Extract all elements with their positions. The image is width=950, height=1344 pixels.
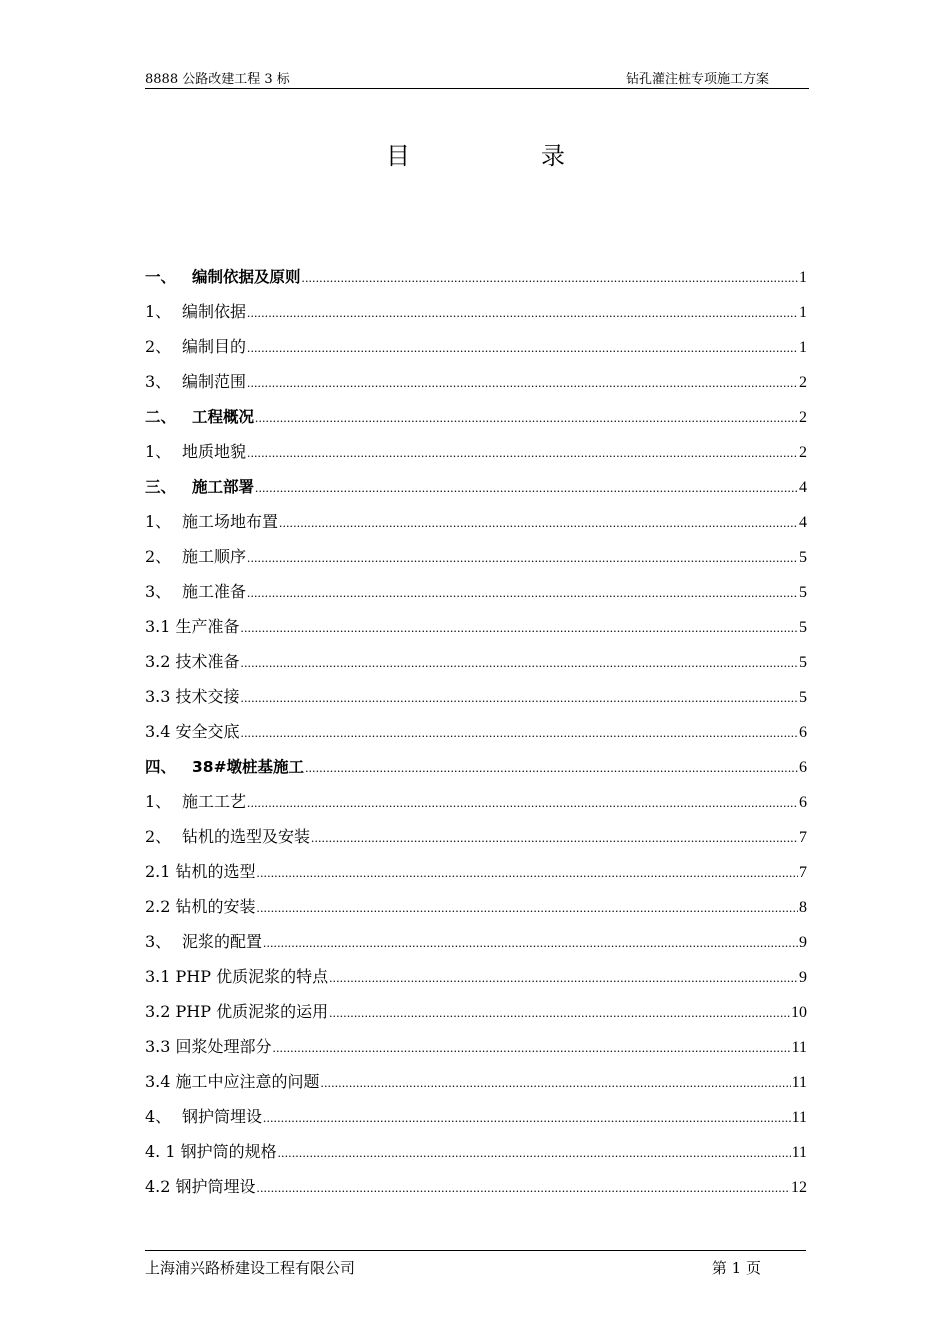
toc-entry-number: 4、 <box>145 1107 172 1126</box>
page-header <box>145 68 809 89</box>
toc-entry-page: 1 <box>799 339 807 356</box>
toc-entry[interactable] <box>145 252 807 287</box>
toc-entry-number: 1、 <box>145 792 172 811</box>
toc-entry-page: 9 <box>799 969 807 986</box>
toc-entry-page: 2 <box>799 374 807 391</box>
toc-entry-text: 编制依据 <box>182 302 247 321</box>
footer-page-number: 第 1 页 <box>711 1259 761 1277</box>
toc-dot-leader <box>255 478 798 494</box>
toc-entry-page: 4 <box>799 514 807 531</box>
toc-entry[interactable] <box>145 917 807 952</box>
toc-entry-text: 施工准备 <box>182 582 247 601</box>
toc-entry-number: 1、 <box>145 512 172 531</box>
toc-entry[interactable] <box>145 1022 807 1057</box>
toc-entry-text: 2.2 钻机的安装 <box>145 897 256 916</box>
toc-dot-leader <box>257 1178 790 1194</box>
toc-title <box>0 136 950 170</box>
toc-entry[interactable] <box>145 1057 807 1092</box>
toc-title-char-2: 录 <box>541 142 565 170</box>
toc-entry-page: 11 <box>791 1074 807 1091</box>
toc-entry-number: 1、 <box>145 302 172 321</box>
toc-entry-text: 编制范围 <box>182 372 247 391</box>
toc-dot-leader <box>257 863 798 879</box>
toc-entry-text: 3.2 PHP 优质泥浆的运用 <box>145 1002 329 1021</box>
header-project-name: 8888 公路改建工程 3 标 <box>145 72 290 87</box>
toc-entry-text: 4.2 钢护筒埋设 <box>145 1177 256 1196</box>
toc-entry-number: 3、 <box>145 582 172 601</box>
toc-entry[interactable] <box>145 1127 807 1162</box>
toc-entry-page: 5 <box>799 654 807 671</box>
toc-entry-text: 4. 1 钢护筒的规格 <box>145 1142 277 1161</box>
toc-entry-page: 9 <box>799 934 807 951</box>
toc-entry-page: 11 <box>791 1109 807 1126</box>
toc-dot-leader <box>263 933 798 949</box>
toc-entry[interactable] <box>145 952 807 987</box>
toc-entry-number: 2、 <box>145 547 172 566</box>
toc-dot-leader <box>247 548 798 564</box>
toc-entry-page: 1 <box>799 304 807 321</box>
toc-entry[interactable] <box>145 742 807 777</box>
toc-entry-text: 施工场地布置 <box>182 512 279 531</box>
toc-dot-leader <box>278 1143 791 1159</box>
toc-dot-leader <box>257 898 798 914</box>
toc-entry[interactable] <box>145 777 807 812</box>
toc-entry-text: 3.2 技术准备 <box>145 652 240 671</box>
page-footer <box>145 1250 806 1277</box>
toc-entry-text: 地质地貌 <box>182 442 247 461</box>
toc-entry-text: 3.3 回浆处理部分 <box>145 1037 272 1056</box>
toc-entry[interactable] <box>145 987 807 1022</box>
toc-entry-text: 3.1 生产准备 <box>145 617 240 636</box>
toc-dot-leader <box>321 1073 791 1089</box>
toc-entry-text: 编制目的 <box>182 337 247 356</box>
toc-entry-page: 12 <box>791 1179 807 1196</box>
toc-entry-page: 6 <box>799 724 807 741</box>
toc-entry[interactable] <box>145 707 807 742</box>
toc-entry-text: 编制依据及原则 <box>192 268 301 286</box>
toc-entry-text: 泥浆的配置 <box>182 932 263 951</box>
toc-title-char-1: 目 <box>386 142 410 170</box>
toc-dot-leader <box>247 373 798 389</box>
toc-dot-leader <box>302 268 798 284</box>
toc-entry-page: 11 <box>791 1144 807 1161</box>
toc-entry-text: 钻机的选型及安装 <box>182 827 311 846</box>
toc-entry-page: 10 <box>791 1004 807 1021</box>
toc-entry[interactable] <box>145 847 807 882</box>
toc-entry[interactable] <box>145 602 807 637</box>
toc-entry-page: 8 <box>799 899 807 916</box>
toc-entry-page: 4 <box>799 479 807 496</box>
toc-dot-leader <box>255 408 798 424</box>
toc-entry-page: 1 <box>799 269 807 286</box>
toc-dot-leader <box>241 653 798 669</box>
toc-entry-text: 施工顺序 <box>182 547 247 566</box>
toc-dot-leader <box>247 583 798 599</box>
footer-company: 上海浦兴路桥建设工程有限公司 <box>145 1259 356 1277</box>
toc-entry-page: 5 <box>799 619 807 636</box>
toc-entry-text: 38#墩桩基施工 <box>192 758 305 776</box>
toc-entry-page: 7 <box>799 829 807 846</box>
toc-entry[interactable] <box>145 637 807 672</box>
toc-entry[interactable] <box>145 1162 807 1197</box>
toc-dot-leader <box>247 793 798 809</box>
toc-dot-leader <box>273 1038 791 1054</box>
toc-entry-page: 2 <box>799 409 807 426</box>
toc-entry-text: 3.4 安全交底 <box>145 722 240 741</box>
toc-dot-leader <box>241 723 798 739</box>
header-document-title: 钻孔灌注桩专项施工方案 <box>625 72 769 87</box>
toc-entry-page: 5 <box>799 549 807 566</box>
toc-entry-page: 6 <box>799 794 807 811</box>
toc-entry[interactable] <box>145 427 807 462</box>
toc-entry-text: 钢护筒埋设 <box>182 1107 263 1126</box>
toc-entry-number: 2、 <box>145 827 172 846</box>
toc-dot-leader <box>247 338 798 354</box>
toc-list <box>145 252 807 1197</box>
toc-entry-text: 3.4 施工中应注意的问题 <box>145 1072 320 1091</box>
toc-entry[interactable] <box>145 287 807 322</box>
toc-dot-leader <box>247 303 798 319</box>
toc-entry-text: 施工部署 <box>192 478 255 496</box>
toc-entry-text: 2.1 钻机的选型 <box>145 862 256 881</box>
toc-entry[interactable] <box>145 497 807 532</box>
toc-entry-number: 二、 <box>145 408 177 426</box>
toc-dot-leader <box>279 513 798 529</box>
toc-entry-page: 7 <box>799 864 807 881</box>
toc-dot-leader <box>329 1003 790 1019</box>
toc-dot-leader <box>263 1108 791 1124</box>
toc-entry[interactable] <box>145 532 807 567</box>
toc-entry-page: 5 <box>799 584 807 601</box>
toc-dot-leader <box>247 443 798 459</box>
toc-entry-page: 2 <box>799 444 807 461</box>
toc-dot-leader <box>311 828 798 844</box>
toc-entry[interactable] <box>145 462 807 497</box>
toc-entry[interactable] <box>145 882 807 917</box>
toc-entry-page: 11 <box>791 1039 807 1056</box>
toc-entry-number: 2、 <box>145 337 172 356</box>
toc-entry-number: 四、 <box>145 758 177 776</box>
toc-entry-number: 1、 <box>145 442 172 461</box>
toc-dot-leader <box>305 758 798 774</box>
toc-entry[interactable] <box>145 322 807 357</box>
toc-entry-page: 6 <box>799 759 807 776</box>
toc-entry-number: 3、 <box>145 372 172 391</box>
toc-entry-page: 5 <box>799 689 807 706</box>
toc-entry-number: 一、 <box>145 268 177 286</box>
toc-entry-text: 施工工艺 <box>182 792 247 811</box>
toc-entry-number: 三、 <box>145 478 177 496</box>
toc-entry[interactable] <box>145 1092 807 1127</box>
toc-entry-text: 工程概况 <box>192 408 255 426</box>
toc-dot-leader <box>241 618 798 634</box>
toc-entry[interactable] <box>145 392 807 427</box>
toc-entry[interactable] <box>145 357 807 392</box>
toc-entry[interactable] <box>145 672 807 707</box>
toc-entry-text: 3.3 技术交接 <box>145 687 240 706</box>
toc-dot-leader <box>329 968 798 984</box>
toc-entry[interactable] <box>145 567 807 602</box>
toc-entry[interactable] <box>145 812 807 847</box>
toc-entry-number: 3、 <box>145 932 172 951</box>
toc-entry-text: 3.1 PHP 优质泥浆的特点 <box>145 967 329 986</box>
toc-dot-leader <box>241 688 798 704</box>
